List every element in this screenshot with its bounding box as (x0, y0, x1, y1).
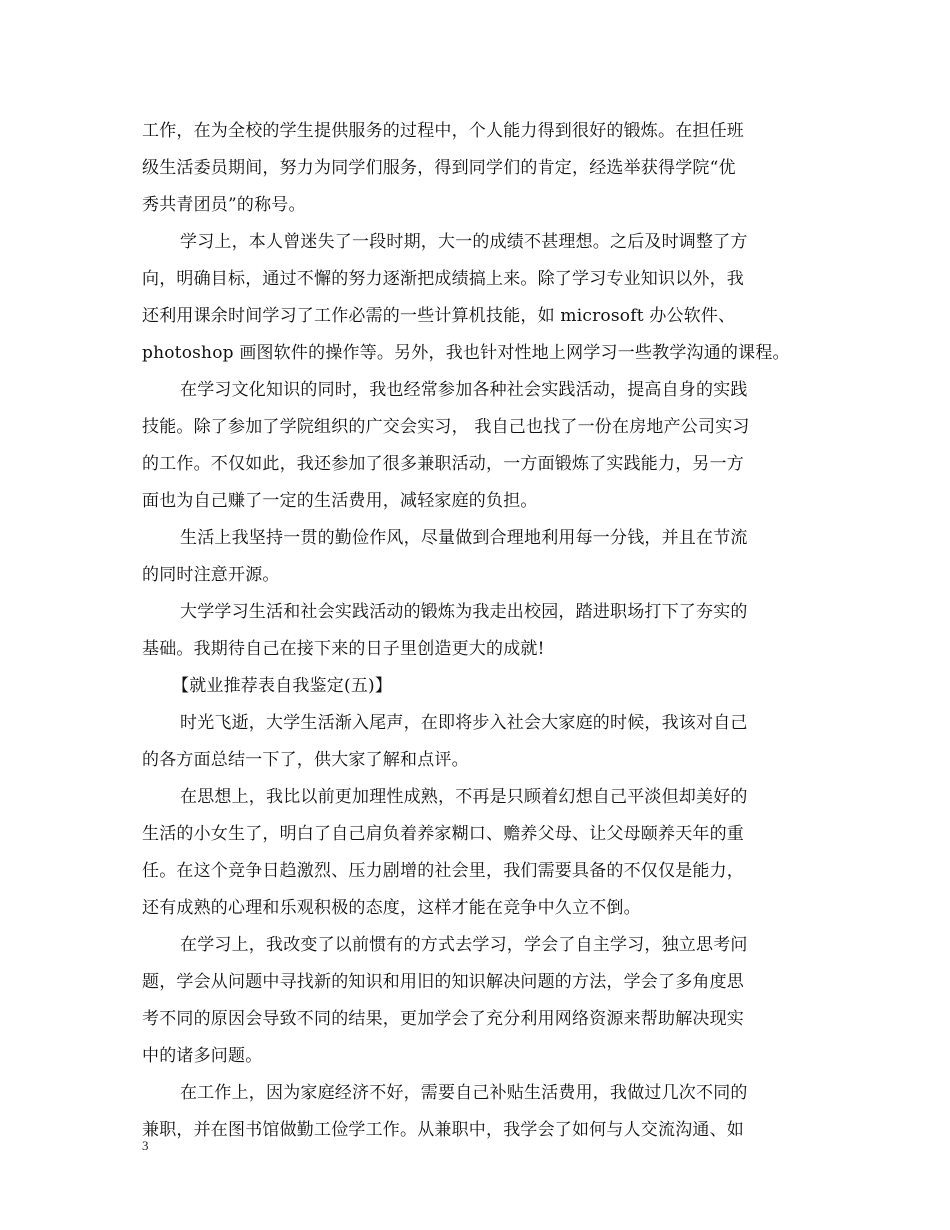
paragraph-start-line: 生活上我坚持一贯的勤俭作风，尽量做到合理地利用每一分钱，并且在节流 (180, 528, 748, 548)
text-line: 基础。我期待自己在接下来的日子里创造更大的成就! (142, 639, 545, 659)
paragraph-start-line: 学习上，本人曾迷失了一段时期，大一的成绩不甚理想。之后及时调整了方 (180, 232, 748, 252)
text-line: 中的诸多问题。 (142, 1046, 263, 1066)
paragraph-start-line: 在思想上，我比以前更加理性成熟，不再是只顾着幻想自己平淡但却美好的 (180, 787, 748, 807)
text-line: 生活的小女生了，明白了自己肩负着养家糊口、赡养父母、让父母颐养天年的重 (142, 824, 744, 844)
text-line: 向，明确目标，通过不懈的努力逐渐把成绩搞上来。除了学习专业知识以外，我 (142, 269, 744, 289)
text-line: 任。在这个竞争日趋激烈、压力剧增的社会里，我们需要具备的不仅仅是能力， (142, 861, 744, 881)
text-line: 面也为自己赚了一定的生活费用，减轻家庭的负担。 (142, 491, 538, 511)
text-line: 还利用课余时间学习了工作必需的一些计算机技能，如 microsoft 办公软件、 (142, 306, 736, 326)
text-line: 级生活委员期间，努力为同学们服务，得到同学们的肯定，经选举获得学院“优 (142, 158, 736, 178)
text-line: 考不同的原因会导致不同的结果，更加学会了充分利用网络资源来帮助解决现实 (142, 1009, 744, 1029)
page-number: 3 (142, 1138, 149, 1153)
text-line: 题，学会从问题中寻找新的知识和用旧的知识解决问题的方法，学会了多角度思 (142, 972, 744, 992)
text-line: 还有成熟的心理和乐观积极的态度，这样才能在竞争中久立不倒。 (142, 898, 641, 918)
text-line: 技能。除了参加了学院组织的广交会实习， 我自己也找了一份在房地产公司实习 (142, 417, 750, 437)
text-line: 工作，在为全校的学生提供服务的过程中，个人能力得到很好的锻炼。在担任班 (142, 121, 744, 141)
paragraph-start-line: 在学习上，我改变了以前惯有的方式去学习，学会了自主学习，独立思考问 (180, 935, 748, 955)
paragraph-start-line: 时光飞逝，大学生活渐入尾声，在即将步入社会大家庭的时候，我该对自己 (180, 713, 748, 733)
paragraph-start-line: 大学学习生活和社会实践活动的锻炼为我走出校园，踏进职场打下了夯实的 (180, 602, 748, 622)
text-line: 兼职，并在图书馆做勤工俭学工作。从兼职中，我学会了如何与人交流沟通、如 (142, 1120, 744, 1140)
text-line: 的同时注意开源。 (142, 565, 280, 585)
text-line: 的工作。不仅如此，我还参加了很多兼职活动，一方面锻炼了实践能力，另一方 (142, 454, 744, 474)
text-line: 的各方面总结一下了，供大家了解和点评。 (142, 750, 469, 770)
paragraph-start-line: 在学习文化知识的同时，我也经常参加各种社会实践活动，提高自身的实践 (180, 380, 748, 400)
paragraph-start-line: 在工作上，因为家庭经济不好，需要自己补贴生活费用，我做过几次不同的 (180, 1083, 748, 1103)
text-line: photoshop 画图软件的操作等。另外，我也针对性地上网学习一些教学沟通的课程。 (142, 343, 790, 363)
text-line: 秀共青团员”的称号。 (142, 195, 306, 215)
section-heading: 【就业推荐表自我鉴定(五)】 (172, 676, 393, 696)
